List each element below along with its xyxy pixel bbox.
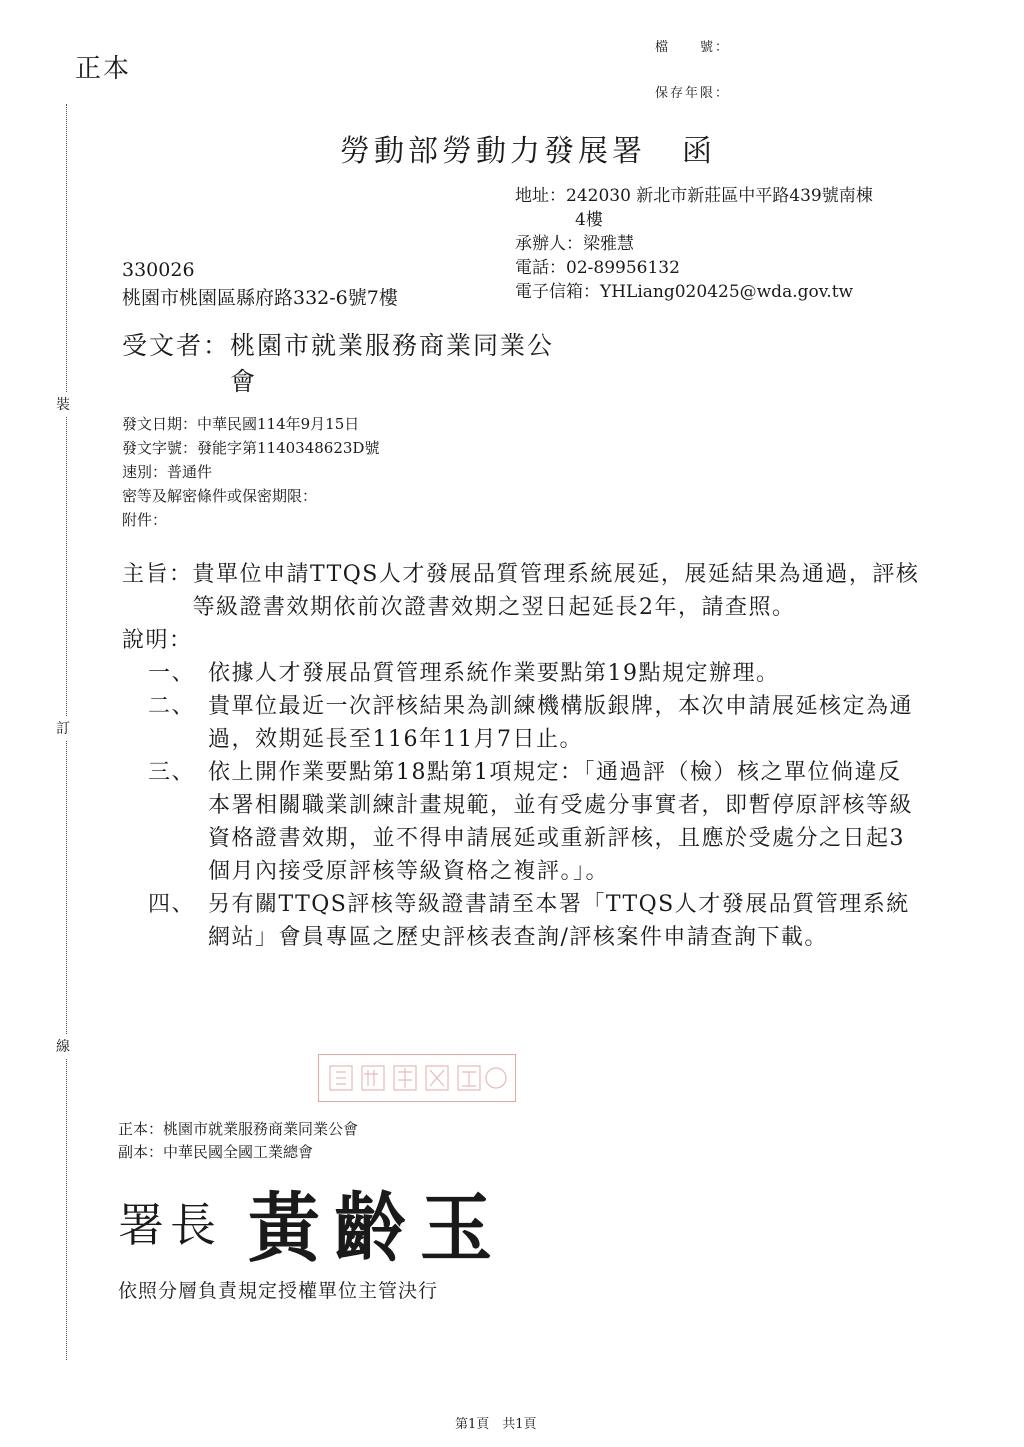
dispatch-meta: [122, 412, 379, 532]
dispatch-date: 發文日期：中華民國114年9月15日: [122, 415, 360, 433]
recipient: [122, 328, 554, 400]
item-text: 另有關TTQS評核等級證書請至本署「TTQS人才發展品質管理系統網站」會員專區之歷史評核表查詢/評核案件申請查詢下載。: [208, 892, 910, 950]
receiver-postal-code: 330026: [122, 259, 195, 281]
explanation-item: [122, 690, 922, 756]
explanation-label: 說明：: [122, 628, 193, 653]
agency-name: 勞動部勞動力發展署: [340, 134, 646, 169]
delegation-note: 依照分層負責規定授權單位主管決行: [118, 1280, 439, 1302]
seal-icon: [322, 1058, 512, 1098]
item-text: 依上開作業要點第18點第1項規定：「通過評（檢）核之單位倘違反本署相關職業訓練計畫規範，並有受處分事實者，即暫停原評核等級資格證書效期，並不得申請展延或重新評核，且應於受處分之日起3個月內接受原評核等級資格之複評。」。: [208, 760, 914, 884]
distribution-list: [118, 1118, 358, 1164]
original-recipient: 正本：桃園市就業服務商業同業公會: [118, 1120, 359, 1138]
binding-mark-ding: 訂: [56, 716, 70, 740]
item-text: 貴單位最近一次評核結果為訓練機構版銀牌，本次申請展延核定為通過，效期延長至116年11月7日止。: [208, 694, 914, 752]
sender-email: 電子信箱：YHLiang020425@wda.gov.tw: [515, 282, 854, 302]
recipient-name-line2: 會: [230, 367, 258, 396]
official-seal-stamp: [318, 1054, 516, 1102]
explanation-item: [122, 657, 922, 690]
delivery-speed: 速別：普通件: [122, 463, 213, 481]
dispatch-number: 發文字號：發能字第1140348623D號: [122, 439, 380, 457]
signatory-name: 黃齡玉: [248, 1183, 507, 1273]
sender-address-line1: 地址：242030 新北市新莊區中平路439號南棟: [515, 186, 873, 206]
signatory-title: 署長: [118, 1198, 222, 1252]
sender-handler: 承辦人：梁雅慧: [515, 234, 634, 254]
recipient-name-line1: 桃園市就業服務商業同業公: [230, 331, 555, 360]
attachments: 附件：: [122, 511, 168, 529]
explanation-item: [122, 756, 922, 888]
subject: [122, 558, 922, 624]
recipient-label: 受文者：: [122, 331, 231, 360]
page-number: 第1頁 共1頁: [455, 1417, 537, 1432]
receiver-street-address: 桃園市桃園區縣府路332-6號7樓: [122, 287, 398, 309]
copy-type-label: 正本: [75, 54, 132, 84]
item-text: 依據人才發展品質管理系統作業要點第19點規定辦理。: [208, 661, 780, 686]
sender-info: [515, 184, 873, 304]
item-number: 二、: [148, 694, 196, 719]
signature-block: [118, 1174, 507, 1273]
sender-phone: 電話：02-89956132: [515, 258, 680, 278]
archive-number: 檔 號：: [655, 40, 731, 55]
item-number: 一、: [148, 661, 196, 686]
item-number: 四、: [148, 892, 196, 917]
letter-body: [122, 558, 922, 954]
copy-recipient: 副本：中華民國全國工業總會: [118, 1143, 314, 1161]
receiver-address: [122, 256, 398, 312]
binding-mark-zhuang: 裝: [56, 392, 70, 416]
document-title: [340, 126, 716, 170]
subject-text: 貴單位申請TTQS人才發展品質管理系統展延，展延結果為通過，評核等級證書效期依前次證書效期之翌日起延長2年，請查照。: [192, 562, 920, 620]
explanation-item: [122, 888, 922, 954]
retention-period: 保存年限：: [655, 86, 731, 101]
document-kind: 函: [682, 134, 716, 169]
binding-mark-xian: 線: [56, 1034, 70, 1058]
subject-label: 主旨：: [122, 562, 193, 587]
item-number: 三、: [148, 760, 196, 785]
sender-address-line2: 4樓: [575, 210, 603, 230]
security-level: 密等及解密條件或保密期限：: [122, 487, 318, 505]
